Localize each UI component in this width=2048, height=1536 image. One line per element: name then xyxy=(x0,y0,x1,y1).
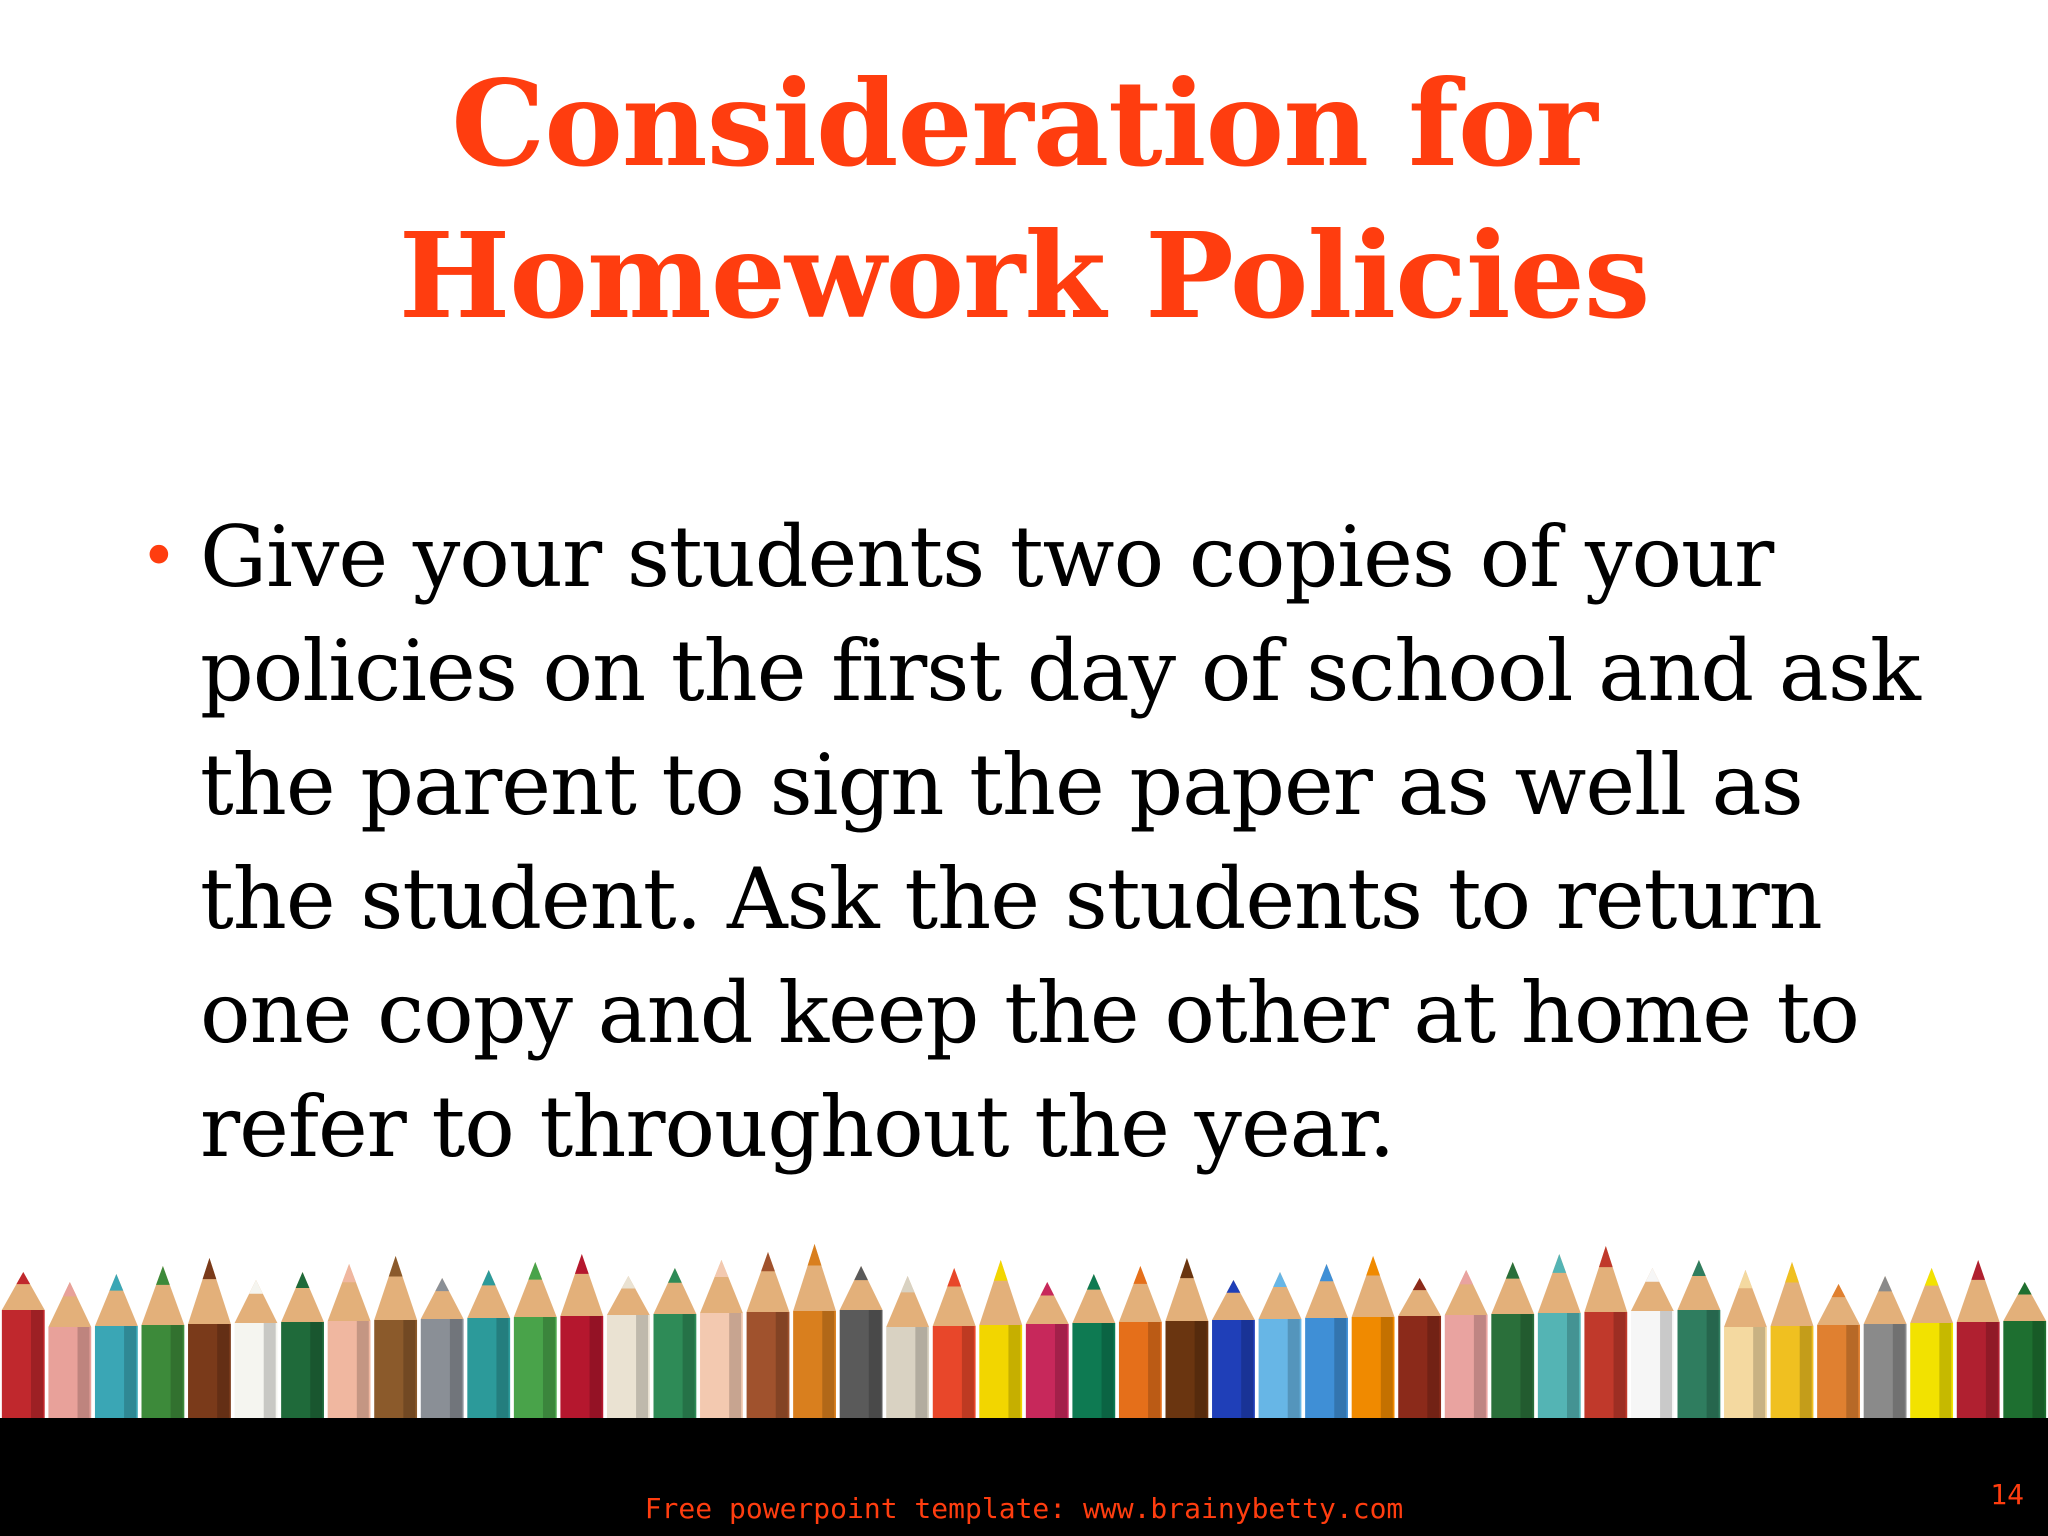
pencil-lead xyxy=(342,1264,356,1282)
pencil-shade xyxy=(1381,1317,1393,1418)
pencil-shade xyxy=(822,1311,834,1418)
pencil-shade xyxy=(962,1326,974,1418)
pencil-lead xyxy=(1785,1262,1799,1282)
pencil-lead xyxy=(1459,1270,1473,1284)
pencil-lead xyxy=(1273,1272,1287,1287)
pencil-shade xyxy=(1474,1315,1486,1418)
pencil-lead xyxy=(1552,1254,1566,1273)
bullet-text: Give your students two copies of your policies on the first day of school and ask the parent to sign the paper as well as the student. Ask the students to return one copy and keep the other at home to refer to throughout the year. xyxy=(200,508,1920,1176)
pencil-lead xyxy=(1832,1284,1846,1297)
pencil-shade xyxy=(1753,1327,1765,1418)
bullet-item xyxy=(140,500,1920,1184)
pencil-lead xyxy=(761,1252,775,1271)
pencil-shade xyxy=(357,1321,369,1418)
pencil-lead xyxy=(1227,1280,1241,1293)
pencil-lead xyxy=(994,1260,1008,1281)
pencil-shade xyxy=(1148,1322,1160,1418)
pencil-shade xyxy=(1986,1322,1998,1418)
pencil-lead xyxy=(63,1282,77,1296)
slide-body xyxy=(140,500,1920,1184)
pencil-lead xyxy=(482,1270,496,1285)
pencil-lead xyxy=(1320,1264,1334,1281)
pencil-lead xyxy=(668,1268,682,1283)
pencil-lead xyxy=(16,1272,30,1284)
pencil-shade xyxy=(496,1318,508,1418)
pencil-shade xyxy=(1520,1314,1532,1418)
pencil-lead xyxy=(1925,1268,1939,1286)
pencil-shade xyxy=(450,1319,462,1418)
pencil-lead xyxy=(622,1276,636,1288)
pencil-shade xyxy=(1427,1316,1439,1418)
pencil-lead xyxy=(296,1272,310,1288)
pencil-shade xyxy=(78,1327,90,1418)
pencil-lead xyxy=(1413,1278,1427,1290)
slide-title: Consideration for Homework Policies xyxy=(398,54,1650,345)
pencil-lead xyxy=(1971,1260,1985,1280)
pencil-lead xyxy=(156,1266,170,1285)
pencil-shade xyxy=(1614,1312,1626,1418)
pencil-shade xyxy=(1102,1323,1114,1418)
page-number: 14 xyxy=(1990,1478,2024,1511)
pencil-shade xyxy=(264,1323,276,1418)
pencil-lead xyxy=(1599,1246,1613,1267)
pencil-lead xyxy=(110,1274,124,1291)
pencil-lead xyxy=(203,1258,217,1279)
pencil-shade xyxy=(1008,1325,1020,1418)
pencil-lead xyxy=(1692,1260,1706,1276)
pencil-shade xyxy=(590,1316,602,1418)
pencil-shade xyxy=(1660,1311,1672,1418)
pencil-shade xyxy=(217,1324,229,1418)
footer-credit: Free powerpoint template: www.brainybetty.com xyxy=(644,1492,1404,1525)
pencil-shade xyxy=(310,1322,322,1418)
pencil-shade xyxy=(1241,1320,1253,1418)
pencil-lead xyxy=(854,1266,868,1280)
pencil-shade xyxy=(1939,1323,1951,1418)
pencil-lead xyxy=(901,1276,915,1292)
pencil-lead xyxy=(249,1280,263,1294)
pencil-shade xyxy=(543,1317,555,1418)
pencil-shade xyxy=(1800,1326,1812,1418)
colored-pencils-image xyxy=(0,1240,2048,1418)
pencil-lead xyxy=(575,1254,589,1274)
pencil-shade xyxy=(1893,1324,1905,1418)
pencil-lead xyxy=(1878,1276,1892,1291)
pencil-shade xyxy=(1707,1310,1719,1418)
pencil-lead xyxy=(1040,1282,1054,1295)
pencil-shade xyxy=(124,1326,136,1418)
pencil-shade xyxy=(1288,1319,1300,1418)
pencil-shade xyxy=(171,1325,183,1418)
pencil-shade xyxy=(2032,1321,2044,1418)
pencil-lead xyxy=(2018,1282,2032,1294)
pencil-shade xyxy=(729,1313,741,1418)
pencil-shade xyxy=(1567,1313,1579,1418)
pencil-shade xyxy=(1195,1321,1207,1418)
pencil-lead xyxy=(1180,1258,1194,1278)
pencil-lead xyxy=(947,1268,961,1287)
pencil-lead xyxy=(1366,1256,1380,1276)
pencil-lead xyxy=(435,1278,449,1291)
pencil-lead xyxy=(1739,1270,1753,1288)
pencil-shade xyxy=(403,1320,415,1418)
pencil-lead xyxy=(1646,1268,1660,1282)
pencil-shade xyxy=(683,1314,695,1418)
pencil-shade xyxy=(869,1310,881,1418)
pencil-lead xyxy=(1506,1262,1520,1279)
pencil-shade xyxy=(636,1315,648,1418)
pencil-lead xyxy=(1134,1266,1148,1284)
pencil-lead xyxy=(715,1260,729,1277)
pencil-lead xyxy=(808,1244,822,1265)
pencil-lead xyxy=(389,1256,403,1276)
pencil-lead xyxy=(528,1262,542,1280)
pencil-shade xyxy=(1846,1325,1858,1418)
bullet-dot-icon: • xyxy=(140,520,178,594)
pencil-lead xyxy=(1087,1274,1101,1290)
pencil-shade xyxy=(776,1312,788,1418)
pencil-shade xyxy=(915,1327,927,1418)
pencil-shade xyxy=(31,1310,43,1418)
pencil-shade xyxy=(1055,1324,1067,1418)
pencil-shade xyxy=(1334,1318,1346,1418)
